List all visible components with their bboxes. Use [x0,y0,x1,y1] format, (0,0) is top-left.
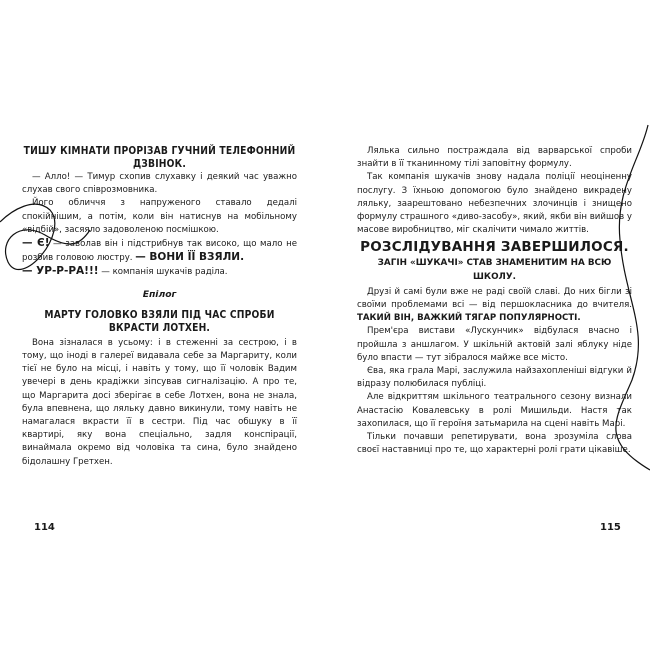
page-number-right: 115 [600,522,621,533]
right-subheading: ЗАГІН «ШУКАЧІ» СТАВ ЗНАМЕНИТИМ НА ВСЮ ШКОЛУ. [377,258,612,282]
paragraph: Його обличчя з напруженого ставало дедалі спокійнішим, а потім, коли він натиснув на мобільному «відбій», засяяло задоволеною посмішкою. [22,198,297,235]
paragraph: Вона зізналася в усьому: і в стеженні за сестрою, і в тому, що іноді в галереї видавала себе за Маргариту, коли тієї не було на місці, і навіть у тому, що її чоловік Вадим увечері в день крадіжки зіпсував сигналізацію. А про те, що Маргарита досі зберігає в себе Лотхен, вона не знала, була впевнена, що ляльку давно викинули, тому навіть не намагалася вкрасти її в сестри. Під час обшуку в її квартирі, яку вона спеціально, задля конспірації, винаймала окремо від чоловіка та сина, було знайдено бідолашну Гретхен. [22,337,297,467]
epilog-title: Епілог [142,288,177,300]
right-page [357,145,632,457]
paragraph: Тільки почавши репетирувати, вона зрозуміла слова своєї наставниці про те, що характерні ролі грати цікавіше. [357,432,632,456]
paragraph [22,237,297,265]
paragraph [22,265,297,279]
left-page [22,145,297,469]
paragraph-text: Друзі й самі були вже не раді своїй славі. До них бігли зі своїми проблемами всі — від першокласника до вчителя. [357,286,632,311]
shout-text: — ВОНИ ЇЇ ВЗЯЛИ. [135,251,245,264]
right-heading: РОЗСЛІДУВАННЯ ЗАВЕРШИЛОСЯ. [360,239,629,256]
paragraph-text: — компанія шукачів раділа. [98,267,228,278]
paragraph: Лялька сильно постраждала від варварської спроби знайти в її тканинному тілі заповітну формулу. [357,146,632,170]
paragraph-text: — заволав він і підстрибнув так високо, що мало не розбив головою люстру. [22,239,297,264]
left-heading-2: МАРТУ ГОЛОВКО ВЗЯЛИ ПІД ЧАС СПРОБИ ВКРАСТИ ЛОТХЕН. [44,309,275,334]
paragraph: Але відкриттям шкільного театрального сезону визнали Анастасію Ковалевську в ролі Мишильди. Настя так захопилася, що її героїня затьмарила на сцені навіть Марі. [357,392,632,429]
shout-text: — УР-Р-РА!!! [22,265,99,278]
left-heading: ТИШУ КІМНАТИ ПРОРІЗАВ ГУЧНИЙ ТЕЛЕФОННИЙ ДЗВІНОК. [23,146,296,170]
page-number-left: 114 [34,522,55,533]
paragraph: Так компанія шукачів знову надала поліції неоціненну послугу. З їхньою допомогою було знайдено викрадену ляльку, заарештовано небезпечних злочинців і знищено формулу страшного «диво-засобу», який, якби він вийшов у масове виробництво, міг скалічити чимало життів. [357,172,632,236]
paragraph [357,286,632,326]
bold-text: ТАКИЙ ВІН, ВАЖКИЙ ТЯГАР ПОПУЛЯРНОСТІ. [357,313,581,324]
shout-text: — Є! [22,237,50,250]
paragraph: Прем'єра вистави «Лускунчик» відбулася вчасно і пройшла з аншлагом. У шкільній актовій залі яблуку ніде було впасти — тут зібралося майже все місто. [357,326,632,363]
paragraph: Єва, яка грала Марі, заслужила найзахопленіші відгуки й відразу полюбилася публіці. [357,366,632,390]
paragraph: — Алло! — Тимур схопив слухавку і деякий час уважно слухав свого співрозмовника. [22,172,297,196]
